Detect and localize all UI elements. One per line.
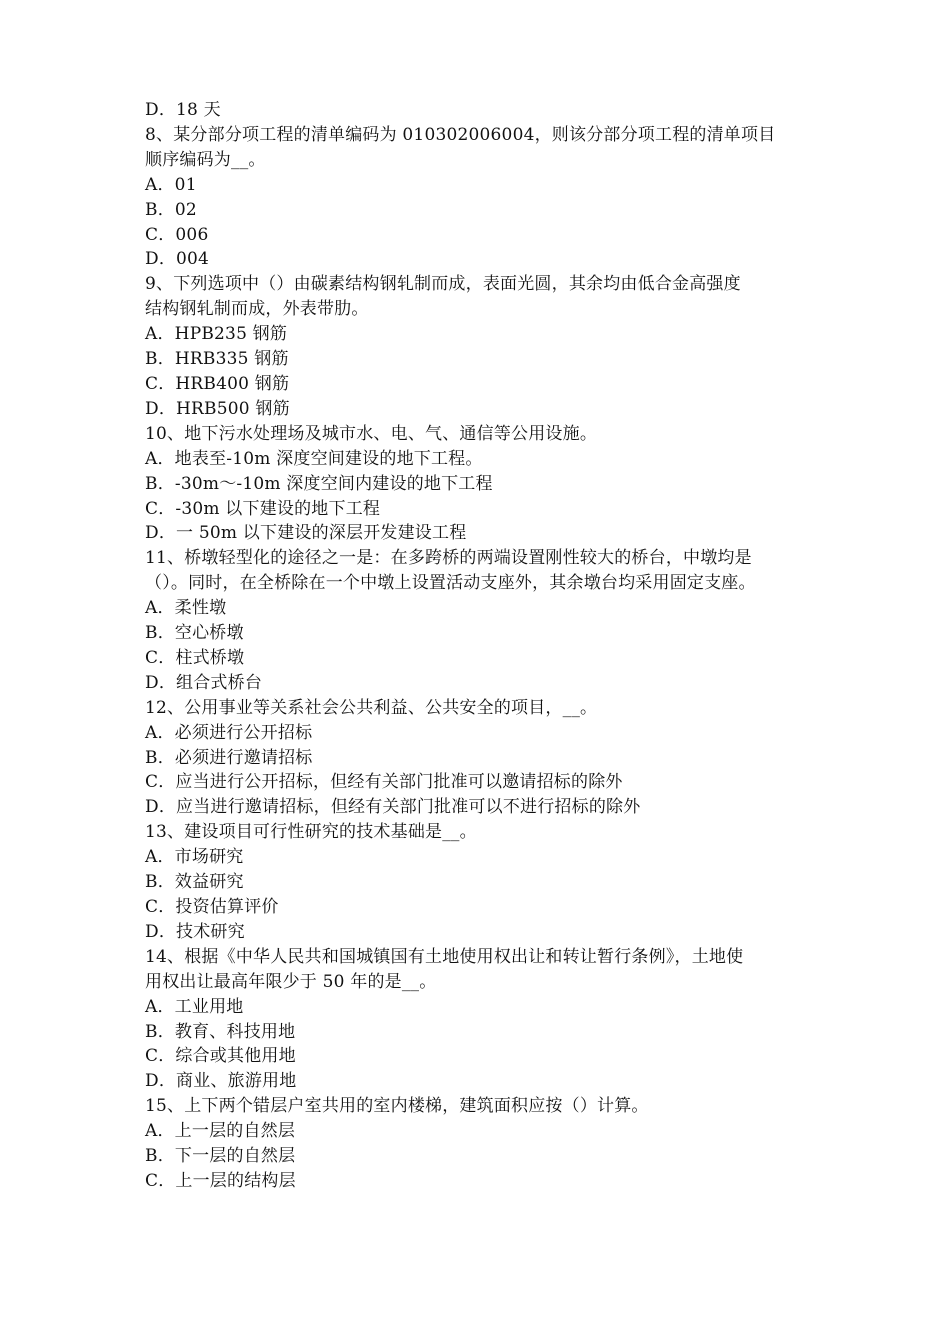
- option-line: A．工业用地: [145, 996, 244, 1017]
- option-line: D．004: [145, 249, 210, 270]
- option-line: B．02: [145, 199, 197, 220]
- option-line: B．-30m～-10m 深度空间内建设的地下工程: [145, 473, 493, 494]
- option-line: A．必须进行公开招标: [145, 722, 313, 743]
- option-line: C．投资估算评价: [145, 897, 279, 917]
- option-line: D．商业、旅游用地: [145, 1071, 297, 1092]
- question-8-stem: 8、某分部分项工程的清单编码为 010302006004，则该分部分项工程的清单项目: [145, 124, 776, 145]
- option-line: D．HRB500 钢筋: [145, 398, 290, 419]
- option-line: A．地表至-10m 深度空间建设的地下工程。: [145, 448, 483, 469]
- question-11-stem: 11、桥墩轻型化的途径之一是：在多跨桥的两端设置刚性较大的桥台，中墩均是: [145, 548, 752, 569]
- option-line: B．必须进行邀请招标: [145, 747, 313, 768]
- question-9-stem: 9、下列选项中（）由碳素结构钢轧制而成，表面光圆，其余均由低合金高强度: [145, 274, 741, 295]
- question-14-stem-cont: 用权出让最高年限少于 50 年的是__。: [145, 971, 437, 992]
- option-line: D．一 50m 以下建设的深层开发建设工程: [145, 523, 467, 544]
- option-line: D．应当进行邀请招标，但经有关部门批准可以不进行招标的除外: [145, 797, 641, 818]
- question-11-stem-cont: （）。同时，在全桥除在一个中墩上设置活动支座外，其余墩台均采用固定支座。: [145, 573, 756, 594]
- option-line: B．下一层的自然层: [145, 1146, 296, 1167]
- option-line: C．应当进行公开招标，但经有关部门批准可以邀请招标的除外: [145, 772, 623, 793]
- question-8-stem-cont: 顺序编码为__。: [145, 149, 266, 170]
- option-line: C．-30m 以下建设的地下工程: [145, 498, 381, 519]
- option-line: C．上一层的结构层: [145, 1170, 296, 1191]
- question-14-stem: 14、根据《中华人民共和国城镇国有土地使用权出让和转让暂行条例》，土地使: [145, 946, 744, 967]
- question-12-stem: 12、公用事业等关系社会公共利益、公共安全的项目，__。: [145, 697, 598, 718]
- option-line: D．18 天: [145, 100, 221, 120]
- option-line: D．技术研究: [145, 921, 245, 942]
- option-line: A．市场研究: [145, 847, 244, 868]
- option-line: A．柔性墩: [145, 598, 227, 619]
- question-13-stem: 13、建设项目可行性研究的技术基础是__。: [145, 822, 477, 843]
- option-line: A．HPB235 钢筋: [145, 324, 288, 345]
- option-line: C．006: [145, 224, 209, 245]
- option-line: B．效益研究: [145, 872, 244, 893]
- option-line: C．柱式桥墩: [145, 647, 245, 668]
- option-line: B．教育、科技用地: [145, 1021, 296, 1042]
- question-9-stem-cont: 结构钢轧制而成，外表带肋。: [145, 299, 369, 320]
- question-15-stem: 15、上下两个错层户室共用的室内楼梯，建筑面积应按（）计算。: [145, 1096, 649, 1117]
- option-line: C．HRB400 钢筋: [145, 373, 290, 394]
- option-line: A．上一层的自然层: [145, 1121, 296, 1142]
- option-line: D．组合式桥台: [145, 672, 263, 693]
- option-line: B．HRB335 钢筋: [145, 349, 289, 370]
- option-line: A．01: [145, 174, 197, 195]
- option-line: C．综合或其他用地: [145, 1046, 296, 1067]
- option-line: B．空心桥墩: [145, 623, 244, 644]
- question-10-stem: 10、地下污水处理场及城市水、电、气、通信等公用设施。: [145, 423, 598, 444]
- document-page: [145, 98, 815, 1194]
